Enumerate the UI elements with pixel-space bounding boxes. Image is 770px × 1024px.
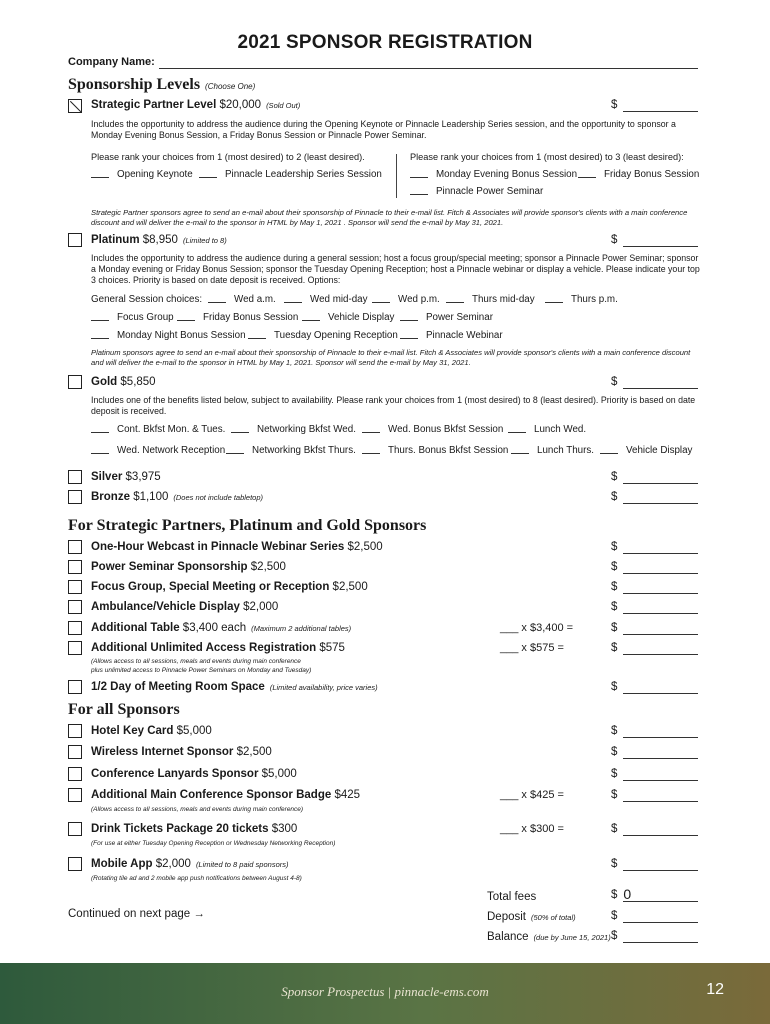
item-price: $8,950: [142, 234, 178, 246]
badge-sub: (Allows access to all sessions, meals and events during main conference): [91, 806, 304, 813]
company-name-row: [68, 56, 698, 69]
option-net-bkfst-wed[interactable]: Networking Bkfst Wed.: [231, 424, 356, 435]
silver-checkbox[interactable]: [68, 470, 82, 484]
option-friday-bonus-session[interactable]: Friday Bonus Session: [177, 312, 298, 323]
bronze-amount[interactable]: $: [611, 491, 698, 504]
item-note: (Sold Out): [266, 101, 301, 110]
badge-checkbox[interactable]: [68, 788, 82, 802]
meeting-room-checkbox[interactable]: [68, 680, 82, 694]
item-note: (Limited to 8): [182, 236, 227, 245]
additional-table-item: Additional Table $3,400 each (Maximum 2 additional tables): [91, 622, 352, 634]
badge-amount[interactable]: $: [611, 789, 698, 802]
unlimited-access-amount[interactable]: $: [611, 642, 698, 655]
company-name-label: Company Name:: [68, 56, 155, 68]
deposit-label: Deposit (50% of total): [487, 911, 576, 923]
meeting-room-item: 1/2 Day of Meeting Room Space (Limited availability, price varies): [91, 681, 378, 693]
balance-label: Balance (due by June 15, 2021): [487, 931, 611, 943]
section-spg: For Strategic Partners, Platinum and Gold Sponsors: [68, 517, 427, 534]
item-price: $20,000: [219, 99, 262, 111]
option-wed-am[interactable]: Wed a.m.: [208, 294, 276, 305]
mobile-app-item: Mobile App $2,000 (Limited to 8 paid sponsors): [91, 858, 289, 870]
dollar-sign: $: [611, 99, 618, 111]
platinum-fine-print: Platinum sponsors agree to send an e-mail about their sponsorship of Pinnacle to their e-mail list. Fitch & Associates will provide sponsor's clients with a main conference discount and will deliver the e-mail to the sponsor in HTML by May 1, 2021. Sponsor will send the e-mail by May 31, 2021.: [91, 348, 691, 367]
hotel-key-item: Hotel Key Card $5,000: [91, 725, 212, 737]
mobile-app-checkbox[interactable]: [68, 857, 82, 871]
additional-table-amount[interactable]: $: [611, 622, 698, 635]
divider: [396, 154, 397, 198]
vehicle-display-amount[interactable]: $: [611, 601, 698, 614]
focus-group-item: Focus Group, Special Meeting or Reception $2,500: [91, 581, 368, 593]
option-thurs-bonus-bkfst[interactable]: Thurs. Bonus Bkfst Session: [362, 445, 508, 456]
bronze-item: Bronze $1,100 (Does not include tabletop): [91, 491, 264, 503]
hotel-key-amount[interactable]: $: [611, 725, 698, 738]
section-all-sponsors: For all Sponsors: [68, 701, 180, 718]
total-fees-value: 0: [623, 886, 632, 902]
drink-tickets-sub: (For use at either Tuesday Opening Reception or Wednesday Networking Reception): [91, 840, 336, 847]
item-name: Gold: [91, 376, 118, 388]
gold-checkbox[interactable]: [68, 375, 82, 389]
balance-amount[interactable]: $: [611, 930, 698, 943]
additional-table-checkbox[interactable]: [68, 621, 82, 635]
vehicle-display-item: Ambulance/Vehicle Display $2,000: [91, 601, 279, 613]
lanyards-checkbox[interactable]: [68, 767, 82, 781]
badge-qty[interactable]: ___ x $425 =: [500, 789, 564, 801]
power-seminar-checkbox[interactable]: [68, 560, 82, 574]
section-note: (Choose One): [205, 82, 256, 91]
webcast-checkbox[interactable]: [68, 540, 82, 554]
option-vehicle-display[interactable]: Vehicle Display: [302, 312, 394, 323]
unlimited-access-checkbox[interactable]: [68, 641, 82, 655]
gold-item: [91, 376, 156, 388]
option-lunch-wed[interactable]: Lunch Wed.: [508, 424, 586, 435]
deposit-amount[interactable]: $: [611, 910, 698, 923]
webcast-amount[interactable]: $: [611, 541, 698, 554]
silver-amount[interactable]: $: [611, 471, 698, 484]
option-wed-bonus-bkfst[interactable]: Wed. Bonus Bkfst Session: [362, 424, 503, 435]
focus-group-amount[interactable]: $: [611, 581, 698, 594]
page-number: 12: [706, 981, 724, 998]
dollar-sign: $: [611, 376, 618, 388]
bronze-checkbox[interactable]: [68, 490, 82, 504]
item-name: Strategic Partner Level: [91, 99, 217, 111]
section-sponsorship-levels: [68, 76, 255, 94]
page-title: 2021 SPONSOR REGISTRATION: [237, 32, 533, 53]
webcast-item: One-Hour Webcast in Pinnacle Webinar Series $2,500: [91, 541, 383, 553]
drink-tickets-qty[interactable]: ___ x $300 =: [500, 823, 564, 835]
option-wed-pm[interactable]: Wed p.m.: [372, 294, 440, 305]
strategic-checkbox[interactable]: [68, 99, 82, 113]
power-seminar-amount[interactable]: $: [611, 561, 698, 574]
wireless-amount[interactable]: $: [611, 746, 698, 759]
option-monday-bonus[interactable]: Monday Evening Bonus Session: [410, 169, 577, 180]
vehicle-display-checkbox[interactable]: [68, 600, 82, 614]
platinum-item: [91, 234, 227, 246]
drink-tickets-checkbox[interactable]: [68, 822, 82, 836]
option-opening-keynote[interactable]: Opening Keynote: [91, 169, 193, 180]
option-friday-bonus[interactable]: Friday Bonus Session: [578, 169, 699, 180]
platinum-checkbox[interactable]: [68, 233, 82, 247]
unlimited-access-qty[interactable]: ___ x $575 =: [500, 642, 564, 654]
footer-text: Sponsor Prospectus | pinnacle-ems.com: [281, 984, 489, 999]
wireless-checkbox[interactable]: [68, 745, 82, 759]
badge-item: Additional Main Conference Sponsor Badge $425: [91, 789, 361, 801]
option-power-seminar-plat[interactable]: Power Seminar: [400, 312, 493, 323]
option-wed-network-reception[interactable]: Wed. Network Reception: [91, 445, 225, 456]
option-wed-midday[interactable]: Wed mid-day: [284, 294, 368, 305]
option-vehicle-display-gold[interactable]: Vehicle Display: [600, 445, 692, 456]
amount-field[interactable]: [623, 234, 698, 247]
wireless-item: Wireless Internet Sponsor $2,500: [91, 746, 272, 758]
platinum-amount[interactable]: [611, 234, 698, 247]
item-price: $5,850: [120, 376, 156, 388]
silver-item: Silver $3,975: [91, 471, 161, 483]
strategic-amount[interactable]: [611, 99, 698, 112]
drink-tickets-item: Drink Tickets Package 20 tickets $300: [91, 823, 298, 835]
option-cont-bkfst[interactable]: Cont. Bkfst Mon. & Tues.: [91, 424, 225, 435]
hotel-key-checkbox[interactable]: [68, 724, 82, 738]
additional-table-qty[interactable]: ___ x $3,400 =: [500, 622, 574, 634]
company-name-field[interactable]: [159, 56, 698, 69]
strategic-description: Includes the opportunity to address the audience during the Opening Keynote or Pinnacle Leadership Series session, and the opportunity to sponsor a Monday Evening Bonus Session, a Friday Bonus Session or Pinnacle Power Seminar.: [91, 119, 676, 140]
amount-field[interactable]: [623, 376, 698, 389]
option-pinnacle-webinar[interactable]: Pinnacle Webinar: [400, 330, 503, 341]
drink-tickets-amount[interactable]: $: [611, 823, 698, 836]
section-title: Sponsorship Levels: [68, 76, 201, 93]
meeting-room-amount[interactable]: $: [611, 681, 698, 694]
option-power-seminar[interactable]: Pinnacle Power Seminar: [410, 186, 543, 197]
option-leadership-series[interactable]: Pinnacle Leadership Series Session: [199, 169, 382, 180]
continued-link[interactable]: Continued on next page →: [68, 908, 205, 920]
mobile-app-sub: (Rotating tile ad and 2 mobile app push notifications between August 4-8): [91, 875, 302, 882]
gold-amount[interactable]: [611, 376, 698, 389]
strategic-item: [91, 99, 300, 111]
footer-bar: [0, 963, 770, 1024]
unlimited-access-item: Additional Unlimited Access Registration $575: [91, 642, 345, 654]
strategic-fine-print: Strategic Partner sponsors agree to send an e-mail about their sponsorship of Pinnacle to their e-mail list. Fitch & Associates will provide sponsor's clients with a main conference discount and will deliver the e-mail to the sponsor in HTML by May 1, 2021 . Sponsor will send the e-mail by May 31, 2021.: [91, 208, 688, 227]
power-seminar-item: Power Seminar Sponsorship $2,500: [91, 561, 286, 573]
option-thurs-pm[interactable]: Thurs p.m.: [545, 294, 618, 305]
mobile-app-amount[interactable]: $: [611, 858, 698, 871]
item-name: Platinum: [91, 234, 140, 246]
lanyards-item: Conference Lanyards Sponsor $5,000: [91, 768, 297, 780]
total-fees-label: Total fees: [487, 891, 537, 903]
option-lunch-thurs[interactable]: Lunch Thurs.: [511, 445, 594, 456]
total-fees-amount[interactable]: $ 0: [611, 889, 698, 902]
option-monday-night-bonus[interactable]: Monday Night Bonus Session: [91, 330, 246, 341]
lanyards-amount[interactable]: $: [611, 768, 698, 781]
general-session-label: General Session choices:: [91, 294, 203, 305]
option-net-bkfst-thurs[interactable]: Networking Bkfst Thurs.: [226, 445, 356, 456]
gold-description: Includes one of the benefits listed below, subject to availability. Please rank your choices from 1 (most desired) to 8 (least desired). Priority is based on date deposit is received.: [91, 395, 696, 416]
unlimited-access-sub: (Allows access to all sessions, meals and events during main conference plus unlimited access to Pinnacle Power Seminars on Monday and Tuesday): [91, 658, 312, 674]
dollar-sign: $: [611, 234, 618, 246]
amount-field[interactable]: [623, 99, 698, 112]
strategic-rank-right: Please rank your choices from 1 (most desired) to 3 (least desired):: [410, 152, 684, 162]
platinum-description: Includes the opportunity to address the audience during a general session; host a focus group/special meeting; sponsor a Pinnacle Power Seminar; sponsor a Monday evening or Friday Bonus Session; sponsor the Tuesday Opening Reception; host a Pinnacle webinar or display a vehicle. Please indicate your top 3 choices. Priority is based on date deposit is received. Options:: [91, 253, 700, 285]
option-tuesday-reception[interactable]: Tuesday Opening Reception: [248, 330, 398, 341]
option-thurs-midday[interactable]: Thurs mid-day: [446, 294, 535, 305]
focus-group-checkbox[interactable]: [68, 580, 82, 594]
strategic-rank-left: Please rank your choices from 1 (most desired) to 2 (least desired).: [91, 152, 365, 162]
option-focus-group[interactable]: Focus Group: [91, 312, 174, 323]
